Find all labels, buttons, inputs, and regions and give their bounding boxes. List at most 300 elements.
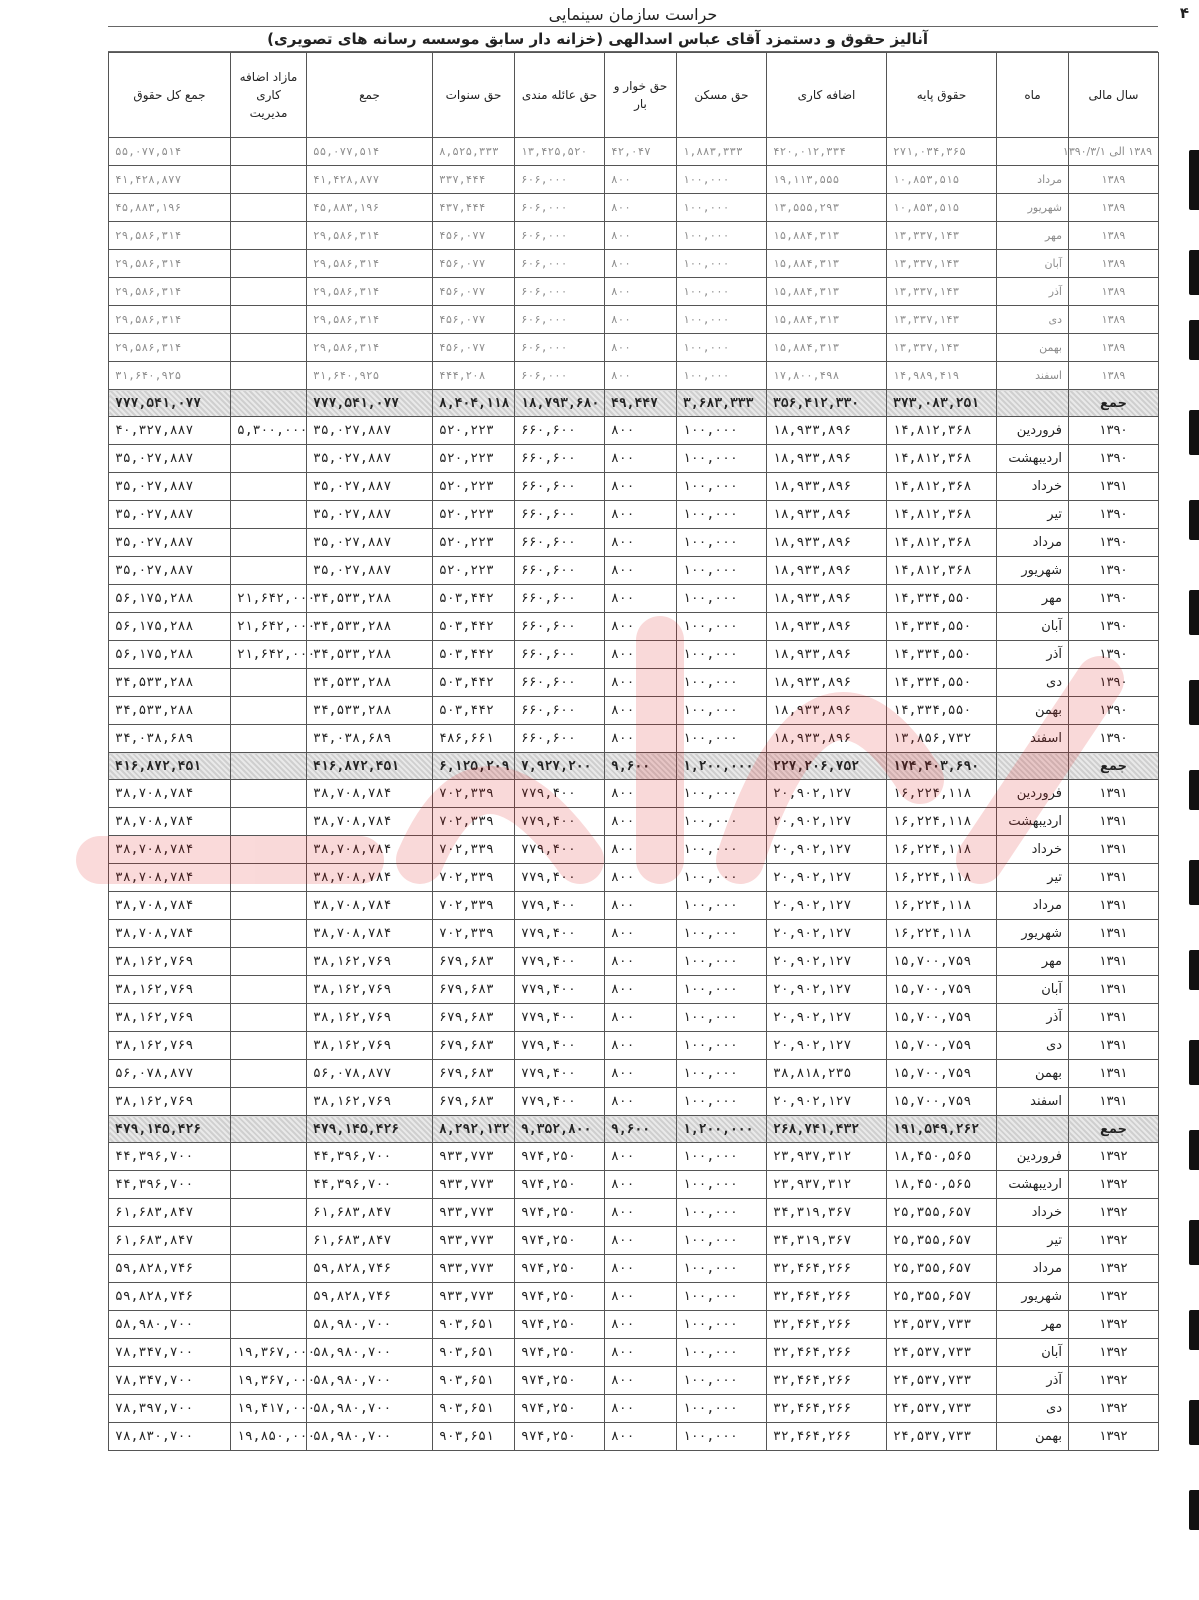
fiscal-year-cell: ۱۳۹۰ [1069, 417, 1159, 445]
food-allowance-cell: ۴۹,۴۴۷ [605, 390, 677, 417]
month-cell: بهمن [997, 1423, 1069, 1451]
binder-mark [1189, 150, 1199, 210]
management-overtime-cell [231, 306, 307, 334]
food-allowance-cell: ۸۰۰ [605, 194, 677, 222]
table-row [109, 250, 1159, 278]
management-overtime-cell [231, 222, 307, 250]
housing-allowance-cell: ۱۰۰,۰۰۰ [677, 780, 767, 808]
management-overtime-cell [231, 1116, 307, 1143]
subtotal-cell: ۳۴,۵۳۳,۲۸۸ [307, 641, 433, 669]
month-cell: بهمن [997, 1060, 1069, 1088]
table-row [109, 864, 1159, 892]
base-salary-cell: ۱۵,۷۰۰,۷۵۹ [887, 1060, 997, 1088]
housing-allowance-cell: ۱,۲۰۰,۰۰۰ [677, 1116, 767, 1143]
base-salary-cell: ۲۷۱,۰۳۴,۳۶۵ [887, 138, 997, 166]
seniority-allowance-cell: ۸,۵۲۵,۳۳۳ [433, 138, 515, 166]
housing-allowance-cell: ۳,۶۸۳,۳۳۳ [677, 390, 767, 417]
base-salary-cell: ۱۳,۳۳۷,۱۴۳ [887, 334, 997, 362]
base-salary-cell: ۱۹۱,۵۴۹,۲۶۲ [887, 1116, 997, 1143]
housing-allowance-cell: ۱۰۰,۰۰۰ [677, 1004, 767, 1032]
overtime-cell: ۳۴,۳۱۹,۳۶۷ [767, 1199, 887, 1227]
overtime-cell: ۱۸,۹۳۳,۸۹۶ [767, 585, 887, 613]
column-header: ماه [997, 53, 1069, 138]
overtime-cell: ۲۰,۹۰۲,۱۲۷ [767, 892, 887, 920]
housing-allowance-cell: ۱۰۰,۰۰۰ [677, 501, 767, 529]
month-cell: اسفند [997, 362, 1069, 390]
housing-allowance-cell: ۱۰۰,۰۰۰ [677, 222, 767, 250]
family-allowance-cell: ۹۷۴,۲۵۰ [515, 1367, 605, 1395]
seniority-allowance-cell: ۴۸۶,۶۶۱ [433, 725, 515, 753]
housing-allowance-cell: ۱۰۰,۰۰۰ [677, 976, 767, 1004]
month-cell: شهریور [997, 920, 1069, 948]
month-cell: بهمن [997, 697, 1069, 725]
seniority-allowance-cell: ۹۳۳,۷۷۳ [433, 1143, 515, 1171]
seniority-allowance-cell: ۵۰۳,۴۴۲ [433, 697, 515, 725]
month-cell: دی [997, 306, 1069, 334]
seniority-allowance-cell: ۹۳۳,۷۷۳ [433, 1171, 515, 1199]
overtime-cell: ۱۸,۹۳۳,۸۹۶ [767, 445, 887, 473]
seniority-allowance-cell: ۵۰۳,۴۴۲ [433, 585, 515, 613]
grand-total-cell: ۵۵,۰۷۷,۵۱۴ [109, 138, 231, 166]
page-number: ۴ [1179, 4, 1189, 22]
fiscal-year-cell: ۱۳۸۹ [1069, 194, 1159, 222]
management-overtime-cell [231, 1143, 307, 1171]
binder-mark [1189, 950, 1199, 990]
housing-allowance-cell: ۱۰۰,۰۰۰ [677, 836, 767, 864]
table-row [109, 334, 1159, 362]
fiscal-year-cell: ۱۳۹۲ [1069, 1367, 1159, 1395]
month-cell: تیر [997, 1227, 1069, 1255]
table-row [109, 1060, 1159, 1088]
seniority-allowance-cell: ۶۷۹,۶۸۳ [433, 976, 515, 1004]
grand-total-cell: ۳۴,۵۳۳,۲۸۸ [109, 669, 231, 697]
grand-total-cell: ۳۸,۷۰۸,۷۸۴ [109, 836, 231, 864]
base-salary-cell: ۱۰,۸۵۳,۵۱۵ [887, 166, 997, 194]
base-salary-cell: ۲۴,۵۳۷,۷۳۳ [887, 1339, 997, 1367]
seniority-allowance-cell: ۹۳۳,۷۷۳ [433, 1255, 515, 1283]
housing-allowance-cell: ۱۰۰,۰۰۰ [677, 1199, 767, 1227]
management-overtime-cell: ۱۹,۳۶۷,۰۰۰ [231, 1339, 307, 1367]
family-allowance-cell: ۹۷۴,۲۵۰ [515, 1171, 605, 1199]
fiscal-year-cell: ۱۳۹۱ [1069, 892, 1159, 920]
subtotal-cell: ۳۸,۷۰۸,۷۸۴ [307, 780, 433, 808]
seniority-allowance-cell: ۴۵۶,۰۷۷ [433, 222, 515, 250]
fiscal-year-cell: ۱۳۹۰ [1069, 725, 1159, 753]
subtotal-cell: ۳۸,۱۶۲,۷۶۹ [307, 1032, 433, 1060]
housing-allowance-cell: ۱۰۰,۰۰۰ [677, 1423, 767, 1451]
grand-total-cell: ۴۵,۸۸۳,۱۹۶ [109, 194, 231, 222]
subtotal-cell: ۳۵,۰۲۷,۸۸۷ [307, 501, 433, 529]
subtotal-cell: ۳۴,۵۳۳,۲۸۸ [307, 613, 433, 641]
overtime-cell: ۲۰,۹۰۲,۱۲۷ [767, 948, 887, 976]
management-overtime-cell [231, 1255, 307, 1283]
total-row [109, 753, 1159, 780]
food-allowance-cell: ۸۰۰ [605, 306, 677, 334]
month-cell: آذر [997, 1367, 1069, 1395]
overtime-cell: ۴۲۰,۰۱۲,۳۳۴ [767, 138, 887, 166]
fiscal-year-cell: ۱۳۹۲ [1069, 1143, 1159, 1171]
seniority-allowance-cell: ۶۷۹,۶۸۳ [433, 1088, 515, 1116]
subtotal-cell: ۳۵,۰۲۷,۸۸۷ [307, 417, 433, 445]
table-row [109, 1283, 1159, 1311]
seniority-allowance-cell: ۴۳۷,۴۴۴ [433, 194, 515, 222]
table-row [109, 306, 1159, 334]
binder-mark [1189, 1220, 1199, 1265]
food-allowance-cell: ۸۰۰ [605, 1060, 677, 1088]
management-overtime-cell [231, 697, 307, 725]
seniority-allowance-cell: ۶۷۹,۶۸۳ [433, 1060, 515, 1088]
food-allowance-cell: ۸۰۰ [605, 166, 677, 194]
management-overtime-cell [231, 1032, 307, 1060]
overtime-cell: ۲۰,۹۰۲,۱۲۷ [767, 808, 887, 836]
seniority-allowance-cell: ۵۲۰,۲۲۳ [433, 417, 515, 445]
base-salary-cell: ۱۵,۷۰۰,۷۵۹ [887, 1088, 997, 1116]
overtime-cell: ۳۲,۴۶۴,۲۶۶ [767, 1367, 887, 1395]
subtotal-cell: ۲۹,۵۸۶,۳۱۴ [307, 278, 433, 306]
base-salary-cell: ۱۵,۷۰۰,۷۵۹ [887, 1032, 997, 1060]
seniority-allowance-cell: ۴۵۶,۰۷۷ [433, 250, 515, 278]
housing-allowance-cell: ۱۰۰,۰۰۰ [677, 864, 767, 892]
subtotal-cell: ۳۴,۵۳۳,۲۸۸ [307, 669, 433, 697]
management-overtime-cell [231, 780, 307, 808]
fiscal-year-cell: ۱۳۹۱ [1069, 1088, 1159, 1116]
fiscal-year-cell: ۱۳۹۲ [1069, 1395, 1159, 1423]
binder-mark [1189, 500, 1199, 540]
family-allowance-cell: ۷۷۹,۴۰۰ [515, 864, 605, 892]
housing-allowance-cell: ۱۰۰,۰۰۰ [677, 892, 767, 920]
family-allowance-cell: ۷۷۹,۴۰۰ [515, 1060, 605, 1088]
family-allowance-cell: ۹۷۴,۲۵۰ [515, 1199, 605, 1227]
food-allowance-cell: ۸۰۰ [605, 278, 677, 306]
overtime-cell: ۱۸,۹۳۳,۸۹۶ [767, 557, 887, 585]
base-salary-cell: ۱۶,۲۲۴,۱۱۸ [887, 864, 997, 892]
family-allowance-cell: ۷۷۹,۴۰۰ [515, 808, 605, 836]
family-allowance-cell: ۷۷۹,۴۰۰ [515, 1032, 605, 1060]
family-allowance-cell: ۶۶۰,۶۰۰ [515, 585, 605, 613]
family-allowance-cell: ۹۷۴,۲۵۰ [515, 1339, 605, 1367]
family-allowance-cell: ۹۷۴,۲۵۰ [515, 1395, 605, 1423]
overtime-cell: ۳۲,۴۶۴,۲۶۶ [767, 1339, 887, 1367]
food-allowance-cell: ۸۰۰ [605, 1311, 677, 1339]
base-salary-cell: ۲۵,۳۵۵,۶۵۷ [887, 1199, 997, 1227]
seniority-allowance-cell: ۵۰۳,۴۴۲ [433, 613, 515, 641]
table-row [109, 1395, 1159, 1423]
fiscal-year-cell: ۱۳۹۱ [1069, 948, 1159, 976]
grand-total-cell: ۵۶,۱۷۵,۲۸۸ [109, 585, 231, 613]
food-allowance-cell: ۸۰۰ [605, 222, 677, 250]
overtime-cell: ۲۶۸,۷۴۱,۴۳۲ [767, 1116, 887, 1143]
family-allowance-cell: ۶۶۰,۶۰۰ [515, 725, 605, 753]
seniority-allowance-cell: ۷۰۲,۳۳۹ [433, 836, 515, 864]
housing-allowance-cell: ۱۰۰,۰۰۰ [677, 473, 767, 501]
management-overtime-cell [231, 808, 307, 836]
month-cell: مرداد [997, 892, 1069, 920]
grand-total-cell: ۴۷۹,۱۴۵,۴۲۶ [109, 1116, 231, 1143]
food-allowance-cell: ۸۰۰ [605, 1367, 677, 1395]
family-allowance-cell: ۷۷۹,۴۰۰ [515, 780, 605, 808]
subtotal-cell: ۳۸,۷۰۸,۷۸۴ [307, 836, 433, 864]
month-cell: شهریور [997, 557, 1069, 585]
fiscal-year-cell: ۱۳۹۱ [1069, 920, 1159, 948]
food-allowance-cell: ۸۰۰ [605, 669, 677, 697]
grand-total-cell: ۵۶,۱۷۵,۲۸۸ [109, 613, 231, 641]
subtotal-cell: ۵۸,۹۸۰,۷۰۰ [307, 1423, 433, 1451]
seniority-allowance-cell: ۹۳۳,۷۷۳ [433, 1283, 515, 1311]
seniority-allowance-cell: ۵۰۳,۴۴۲ [433, 641, 515, 669]
base-salary-cell: ۱۴,۹۸۹,۴۱۹ [887, 362, 997, 390]
food-allowance-cell: ۸۰۰ [605, 1395, 677, 1423]
seniority-allowance-cell: ۶۷۹,۶۸۳ [433, 1032, 515, 1060]
seniority-allowance-cell: ۴۴۴,۲۰۸ [433, 362, 515, 390]
family-allowance-cell: ۶۰۶,۰۰۰ [515, 306, 605, 334]
housing-allowance-cell: ۱۰۰,۰۰۰ [677, 1255, 767, 1283]
base-salary-cell: ۱۴,۳۳۴,۵۵۰ [887, 697, 997, 725]
housing-allowance-cell: ۱۰۰,۰۰۰ [677, 1143, 767, 1171]
family-allowance-cell: ۷۷۹,۴۰۰ [515, 920, 605, 948]
fiscal-year-cell: ۱۳۹۲ [1069, 1283, 1159, 1311]
management-overtime-cell [231, 920, 307, 948]
grand-total-cell: ۳۵,۰۲۷,۸۸۷ [109, 473, 231, 501]
housing-allowance-cell: ۱۰۰,۰۰۰ [677, 669, 767, 697]
base-salary-cell: ۲۵,۳۵۵,۶۵۷ [887, 1283, 997, 1311]
overtime-cell: ۱۵,۸۸۴,۳۱۳ [767, 222, 887, 250]
food-allowance-cell: ۴۲,۰۴۷ [605, 138, 677, 166]
overtime-cell: ۲۰,۹۰۲,۱۲۷ [767, 1032, 887, 1060]
grand-total-cell: ۲۹,۵۸۶,۳۱۴ [109, 222, 231, 250]
food-allowance-cell: ۸۰۰ [605, 1171, 677, 1199]
grand-total-cell: ۴۴,۳۹۶,۷۰۰ [109, 1143, 231, 1171]
family-allowance-cell: ۶۶۰,۶۰۰ [515, 641, 605, 669]
table-row [109, 836, 1159, 864]
housing-allowance-cell: ۱۰۰,۰۰۰ [677, 334, 767, 362]
overtime-cell: ۱۵,۸۸۴,۳۱۳ [767, 278, 887, 306]
table-row [109, 417, 1159, 445]
organization-title: حراست سازمان سینمایی [108, 4, 1158, 27]
family-allowance-cell: ۶۶۰,۶۰۰ [515, 669, 605, 697]
food-allowance-cell: ۸۰۰ [605, 250, 677, 278]
table-row [109, 473, 1159, 501]
total-row [109, 390, 1159, 417]
month-cell [997, 753, 1069, 780]
overtime-cell: ۲۰,۹۰۲,۱۲۷ [767, 836, 887, 864]
fiscal-year-cell: ۱۳۸۹ [1069, 278, 1159, 306]
fiscal-year-cell: ۱۳۹۱ [1069, 1004, 1159, 1032]
seniority-allowance-cell: ۹۰۳,۶۵۱ [433, 1423, 515, 1451]
family-allowance-cell: ۶۰۶,۰۰۰ [515, 166, 605, 194]
management-overtime-cell [231, 1004, 307, 1032]
table-row [109, 585, 1159, 613]
seniority-allowance-cell: ۴۵۶,۰۷۷ [433, 278, 515, 306]
fiscal-year-cell: ۱۳۹۰ [1069, 585, 1159, 613]
grand-total-cell: ۳۴,۵۳۳,۲۸۸ [109, 697, 231, 725]
base-salary-cell: ۱۵,۷۰۰,۷۵۹ [887, 948, 997, 976]
overtime-cell: ۳۲,۴۶۴,۲۶۶ [767, 1283, 887, 1311]
overtime-cell: ۱۸,۹۳۳,۸۹۶ [767, 529, 887, 557]
month-cell: فروردین [997, 780, 1069, 808]
table-row [109, 1088, 1159, 1116]
overtime-cell: ۲۲۷,۲۰۶,۷۵۲ [767, 753, 887, 780]
overtime-cell: ۱۵,۸۸۴,۳۱۳ [767, 250, 887, 278]
management-overtime-cell: ۱۹,۴۱۷,۰۰۰ [231, 1395, 307, 1423]
management-overtime-cell [231, 334, 307, 362]
binder-mark [1189, 860, 1199, 905]
table-row [109, 557, 1159, 585]
binder-mark [1189, 1130, 1199, 1170]
binder-mark [1189, 410, 1199, 455]
table-row [109, 362, 1159, 390]
management-overtime-cell [231, 753, 307, 780]
month-cell: شهریور [997, 194, 1069, 222]
binder-mark [1189, 250, 1199, 295]
family-allowance-cell: ۷,۹۲۷,۲۰۰ [515, 753, 605, 780]
overtime-cell: ۲۰,۹۰۲,۱۲۷ [767, 780, 887, 808]
family-allowance-cell: ۷۷۹,۴۰۰ [515, 948, 605, 976]
management-overtime-cell: ۲۱,۶۴۲,۰۰۰ [231, 613, 307, 641]
column-header: سال مالی [1069, 53, 1159, 138]
seniority-allowance-cell: ۵۰۳,۴۴۲ [433, 669, 515, 697]
management-overtime-cell [231, 892, 307, 920]
overtime-cell: ۱۸,۹۳۳,۸۹۶ [767, 501, 887, 529]
overtime-cell: ۱۸,۹۳۳,۸۹۶ [767, 641, 887, 669]
seniority-allowance-cell: ۷۰۲,۳۳۹ [433, 780, 515, 808]
grand-total-cell: ۷۸,۳۹۷,۷۰۰ [109, 1395, 231, 1423]
subtotal-cell: ۵۵,۰۷۷,۵۱۴ [307, 138, 433, 166]
subtotal-cell: ۳۱,۶۴۰,۹۲۵ [307, 362, 433, 390]
document-sheet [108, 4, 1158, 1451]
seniority-allowance-cell: ۷۰۲,۳۳۹ [433, 864, 515, 892]
salary-table [108, 52, 1159, 1451]
overtime-cell: ۳۲,۴۶۴,۲۶۶ [767, 1255, 887, 1283]
table-row [109, 976, 1159, 1004]
column-header: حق مسکن [677, 53, 767, 138]
base-salary-cell: ۱۳,۳۳۷,۱۴۳ [887, 250, 997, 278]
seniority-allowance-cell: ۵۲۰,۲۲۳ [433, 501, 515, 529]
housing-allowance-cell: ۱۰۰,۰۰۰ [677, 362, 767, 390]
housing-allowance-cell: ۱۰۰,۰۰۰ [677, 1367, 767, 1395]
month-cell: آبان [997, 1339, 1069, 1367]
housing-allowance-cell: ۱۰۰,۰۰۰ [677, 725, 767, 753]
table-row [109, 613, 1159, 641]
table-body [109, 138, 1159, 1451]
month-cell: آبان [997, 250, 1069, 278]
overtime-cell: ۲۰,۹۰۲,۱۲۷ [767, 920, 887, 948]
table-row [109, 1004, 1159, 1032]
subtotal-cell: ۴۱,۴۲۸,۸۷۷ [307, 166, 433, 194]
subtotal-cell: ۳۵,۰۲۷,۸۸۷ [307, 557, 433, 585]
housing-allowance-cell: ۱۰۰,۰۰۰ [677, 641, 767, 669]
fiscal-year-cell: ۱۳۹۰ [1069, 529, 1159, 557]
housing-allowance-cell: ۱۰۰,۰۰۰ [677, 1311, 767, 1339]
management-overtime-cell [231, 1311, 307, 1339]
base-salary-cell: ۲۴,۵۳۷,۷۳۳ [887, 1423, 997, 1451]
subtotal-cell: ۴۷۹,۱۴۵,۴۲۶ [307, 1116, 433, 1143]
base-salary-cell: ۱۳,۳۳۷,۱۴۳ [887, 222, 997, 250]
binder-mark [1189, 770, 1199, 810]
grand-total-cell: ۴۱,۴۲۸,۸۷۷ [109, 166, 231, 194]
grand-total-cell: ۳۴,۰۳۸,۶۸۹ [109, 725, 231, 753]
seniority-allowance-cell: ۶۷۹,۶۸۳ [433, 1004, 515, 1032]
binder-mark [1189, 1400, 1199, 1445]
overtime-cell: ۱۸,۹۳۳,۸۹۶ [767, 669, 887, 697]
base-salary-cell: ۱۴,۳۳۴,۵۵۰ [887, 641, 997, 669]
management-overtime-cell [231, 725, 307, 753]
housing-allowance-cell: ۱۰۰,۰۰۰ [677, 529, 767, 557]
subtotal-cell: ۳۵,۰۲۷,۸۸۷ [307, 445, 433, 473]
housing-allowance-cell: ۱۰۰,۰۰۰ [677, 808, 767, 836]
binder-mark [1189, 590, 1199, 635]
overtime-cell: ۱۵,۸۸۴,۳۱۳ [767, 334, 887, 362]
month-cell: فروردین [997, 417, 1069, 445]
binder-mark [1189, 680, 1199, 725]
fiscal-year-cell: ۱۳۸۹ [1069, 306, 1159, 334]
fiscal-year-cell: ۱۳۹۱ [1069, 864, 1159, 892]
family-allowance-cell: ۶۰۶,۰۰۰ [515, 334, 605, 362]
overtime-cell: ۲۰,۹۰۲,۱۲۷ [767, 1088, 887, 1116]
overtime-cell: ۱۵,۸۸۴,۳۱۳ [767, 306, 887, 334]
management-overtime-cell [231, 362, 307, 390]
subtotal-cell: ۳۸,۷۰۸,۷۸۴ [307, 920, 433, 948]
month-cell: دی [997, 1032, 1069, 1060]
fiscal-year-cell: ۱۳۹۲ [1069, 1339, 1159, 1367]
fiscal-year-cell: ۱۳۹۱ [1069, 836, 1159, 864]
table-row [109, 1032, 1159, 1060]
grand-total-cell: ۶۱,۶۸۳,۸۴۷ [109, 1227, 231, 1255]
food-allowance-cell: ۸۰۰ [605, 1199, 677, 1227]
housing-allowance-cell: ۱۰۰,۰۰۰ [677, 166, 767, 194]
grand-total-cell: ۲۹,۵۸۶,۳۱۴ [109, 334, 231, 362]
month-cell: اسفند [997, 1088, 1069, 1116]
seniority-allowance-cell: ۳۳۷,۴۴۴ [433, 166, 515, 194]
family-allowance-cell: ۶۰۶,۰۰۰ [515, 278, 605, 306]
grand-total-cell: ۳۸,۷۰۸,۷۸۴ [109, 920, 231, 948]
overtime-cell: ۳۵۶,۴۱۲,۳۳۰ [767, 390, 887, 417]
base-salary-cell: ۱۰,۸۵۳,۵۱۵ [887, 194, 997, 222]
housing-allowance-cell: ۱,۲۰۰,۰۰۰ [677, 753, 767, 780]
month-cell: آبان [997, 976, 1069, 1004]
month-cell: خرداد [997, 1199, 1069, 1227]
fiscal-year-cell: ۱۳۹۰ [1069, 669, 1159, 697]
food-allowance-cell: ۸۰۰ [605, 1143, 677, 1171]
column-header: جمع کل حقوق [109, 53, 231, 138]
management-overtime-cell [231, 1088, 307, 1116]
month-cell: تیر [997, 501, 1069, 529]
table-row [109, 697, 1159, 725]
subtotal-cell: ۵۸,۹۸۰,۷۰۰ [307, 1339, 433, 1367]
subtotal-cell: ۳۸,۱۶۲,۷۶۹ [307, 976, 433, 1004]
month-cell: تیر [997, 864, 1069, 892]
management-overtime-cell: ۲۱,۶۴۲,۰۰۰ [231, 585, 307, 613]
seniority-allowance-cell: ۹۰۳,۶۵۱ [433, 1395, 515, 1423]
family-allowance-cell: ۹۷۴,۲۵۰ [515, 1227, 605, 1255]
fiscal-year-cell: ۱۳۹۲ [1069, 1199, 1159, 1227]
subtotal-cell: ۲۹,۵۸۶,۳۱۴ [307, 306, 433, 334]
management-overtime-cell [231, 1283, 307, 1311]
fiscal-year-cell: ۱۳۹۲ [1069, 1171, 1159, 1199]
housing-allowance-cell: ۱۰۰,۰۰۰ [677, 1395, 767, 1423]
month-cell: فروردین [997, 1143, 1069, 1171]
food-allowance-cell: ۸۰۰ [605, 864, 677, 892]
table-row [109, 1199, 1159, 1227]
family-allowance-cell: ۶۶۰,۶۰۰ [515, 529, 605, 557]
management-overtime-cell [231, 529, 307, 557]
subtotal-cell: ۶۱,۶۸۳,۸۴۷ [307, 1199, 433, 1227]
subtotal-cell: ۵۹,۸۲۸,۷۴۶ [307, 1283, 433, 1311]
seniority-allowance-cell: ۹۰۳,۶۵۱ [433, 1311, 515, 1339]
management-overtime-cell [231, 138, 307, 166]
food-allowance-cell: ۸۰۰ [605, 1088, 677, 1116]
food-allowance-cell: ۸۰۰ [605, 334, 677, 362]
grand-total-cell: ۴۴,۳۹۶,۷۰۰ [109, 1171, 231, 1199]
